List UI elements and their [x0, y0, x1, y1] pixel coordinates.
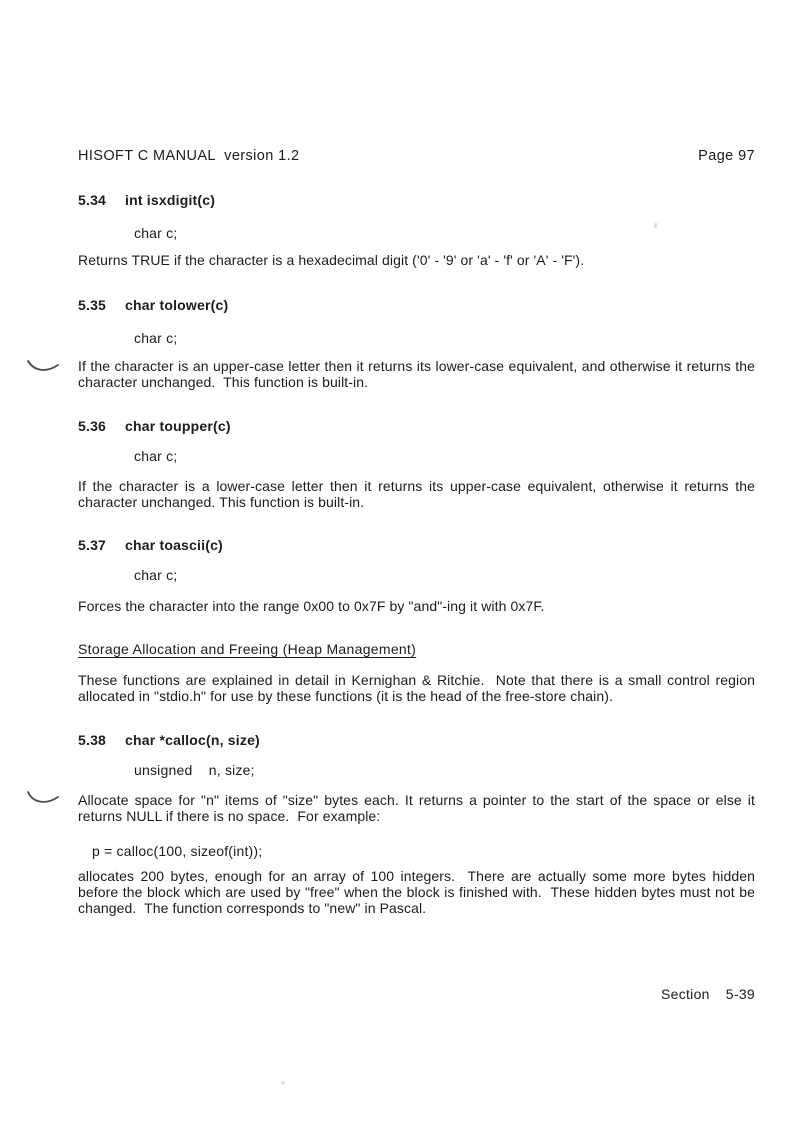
section-heading-tolower — [78, 297, 755, 313]
section-body-tolower: If the character is an upper-case letter then it returns its lower-case equivalent, and otherwise it returns the character unchanged. This function is built-in. — [78, 358, 759, 390]
parameter-declaration: char c; — [134, 225, 178, 241]
section-heading-isxdigit — [78, 192, 755, 208]
parameter-declaration: unsigned n, size; — [134, 762, 255, 778]
calloc-example-explanation: allocates 200 bytes, enough for an array of 100 integers. There are actually some more bytes hidden before the block which are used by "free" when the block is finished with. These hidden bytes must not be changed. The function corresponds to "new" in Pascal. — [78, 868, 759, 916]
footer-section-label: Section — [660, 986, 710, 1002]
footer-section-number: 5-39 — [725, 986, 755, 1002]
running-header — [78, 148, 755, 164]
heap-management-intro: These functions are explained in detail in Kernighan & Ritchie. Note that there is a small control region allocated in "stdio.h" for use by these functions (it is the head of the free-store chain). — [78, 672, 759, 704]
page-content — [78, 148, 759, 1002]
heap-management-heading: Storage Allocation and Freeing (Heap Management) — [78, 641, 417, 657]
section-number: 5.34 — [78, 192, 107, 208]
section-heading-toascii — [78, 537, 755, 553]
section-number: 5.36 — [78, 418, 107, 434]
function-signature: char toascii(c) — [125, 537, 223, 553]
section-number: 5.38 — [78, 732, 107, 748]
manual-title: HISOFT C MANUAL version 1.2 — [78, 148, 300, 164]
calloc-code-example: p = calloc(100, sizeof(int)); — [92, 843, 263, 859]
section-number: 5.35 — [78, 297, 107, 313]
margin-pen-mark — [26, 356, 60, 376]
parameter-declaration: char c; — [134, 448, 178, 464]
calloc-description: Allocate space for "n" items of "size" bytes each. It returns a pointer to the start of the space or else it returns NULL if there is no space. For example: — [78, 792, 759, 824]
section-heading-toupper — [78, 418, 755, 434]
parameter-declaration: char c; — [134, 330, 178, 346]
section-body-isxdigit: Returns TRUE if the character is a hexadecimal digit ('0' - '9' or 'a' - 'f' or 'A' - 'F'). — [78, 252, 585, 268]
function-signature: char toupper(c) — [125, 418, 231, 434]
section-heading-calloc — [78, 732, 755, 748]
margin-pen-mark — [26, 788, 60, 808]
page-footer — [78, 986, 755, 1002]
section-number: 5.37 — [78, 537, 107, 553]
function-signature: int isxdigit(c) — [125, 192, 216, 208]
section-body-toupper: If the character is a lower-case letter then it returns its upper-case equivalent, otherwise it returns the character unchanged. This function is built-in. — [78, 478, 759, 510]
scan-speck — [281, 1081, 285, 1085]
function-signature: char *calloc(n, size) — [125, 732, 260, 748]
parameter-declaration: char c; — [134, 567, 178, 583]
section-body-toascii: Forces the character into the range 0x00 to 0x7F by "and"-ing it with 0x7F. — [78, 598, 545, 614]
page-number: Page 97 — [698, 148, 755, 164]
function-signature: char tolower(c) — [125, 297, 229, 313]
